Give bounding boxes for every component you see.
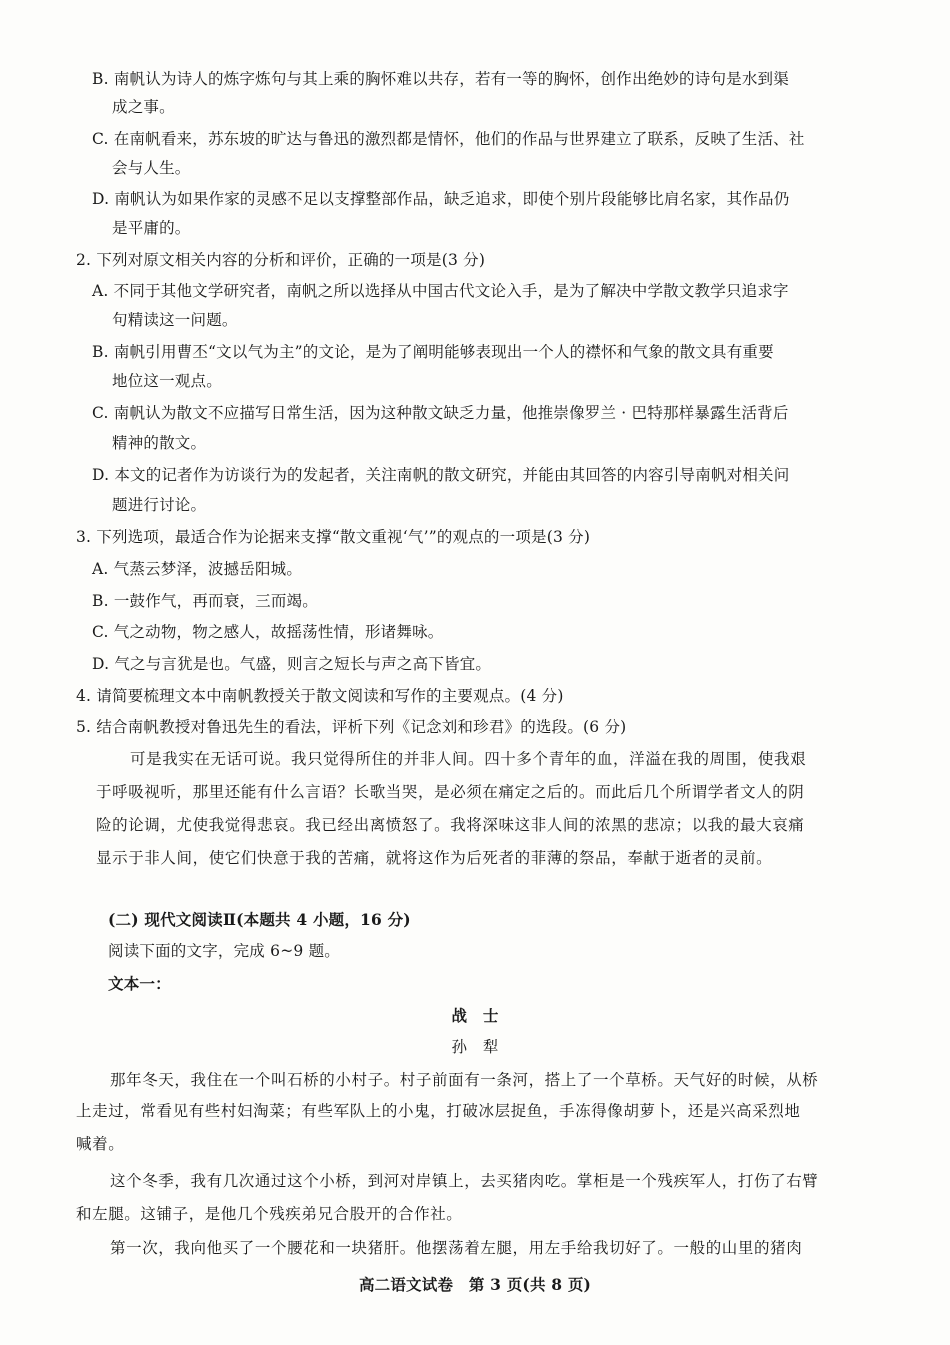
q5-quote-line2: 于呼吸视听，那里还能有什么言语？长歌当哭，是必须在痛定之后的。而此后几个所谓学者文人的阴: [96, 783, 805, 801]
section-instruction: 阅读下面的文字，完成 6~9 题。: [108, 942, 340, 960]
q5-quote-line1: 可是我实在无话可说。我只觉得所住的并非人间。四十多个青年的血，洋溢在我的周围，使我艰: [130, 750, 807, 768]
q1-option-c-line2: 会与人生。: [112, 159, 191, 177]
story-title: 战 士: [451, 1006, 499, 1025]
q1-option-b-line2: 成之事。: [112, 98, 175, 116]
story-line6: 第一次，我向他买了一个腰花和一块猪肝。他摆荡着左腿，用左手给我切好了。一般的山里的猪肉: [110, 1239, 803, 1257]
story-author: 孙 犁: [451, 1038, 499, 1056]
q3-stem: 3. 下列选项，最适合作为论据来支撑“散文重视‘气’”的观点的一项是(3 分): [76, 528, 591, 546]
q2-option-b-line1: B. 南帆引用曹丕“文以气为主”的文论，是为了阐明能够表现出一个人的襟怀和气象的散文具有重要: [92, 343, 774, 361]
q1-option-b-line1: B. 南帆认为诗人的炼字炼句与其上乘的胸怀难以共存，若有一等的胸怀，创作出绝妙的诗句是水到渠: [92, 70, 789, 88]
story-line3: 喊着。: [76, 1135, 125, 1153]
story-line1: 那年冬天，我住在一个叫石桥的小村子。村子前面有一条河，搭上了一个草桥。天气好的时候，从桥: [110, 1071, 819, 1089]
story-line2: 上走过，常看见有些村妇淘菜；有些军队上的小鬼，打破冰层捉鱼，手冻得像胡萝卜，还是兴高采烈地: [76, 1102, 801, 1120]
story-line4: 这个冬季，我有几次通过这个小桥，到河对岸镇上，去买猪肉吃。掌柜是一个残疾军人，打伤了右臂: [110, 1172, 819, 1190]
q2-option-c-line1: C. 南帆认为散文不应描写日常生活，因为这种散文缺乏力量，他推崇像罗兰 · 巴特那样暴露生活背后: [92, 404, 789, 422]
q4-stem: 4. 请简要梳理文本中南帆教授关于散文阅读和写作的主要观点。(4 分): [76, 687, 564, 705]
q3-option-b: B. 一鼓作气，再而衰，三而竭。: [92, 592, 318, 610]
q1-option-d-line2: 是平庸的。: [112, 219, 191, 237]
story-line5: 和左腿。这铺子，是他几个残疾弟兄合股开的合作社。: [76, 1205, 463, 1223]
q2-option-c-line2: 精神的散文。: [112, 434, 207, 452]
q3-option-c: C. 气之动物，物之感人，故摇荡性情，形诸舞咏。: [92, 623, 444, 641]
text-label: 文本一：: [108, 974, 171, 993]
q5-quote-line3: 险的论调，尤使我觉得悲哀。我已经出离愤怒了。我将深味这非人间的浓黑的悲凉；以我的最大哀痛: [96, 816, 805, 834]
q1-option-c-line1: C. 在南帆看来，苏东坡的旷达与鲁迅的激烈都是情怀，他们的作品与世界建立了联系，反映了生活、社: [92, 130, 805, 148]
q2-option-d-line2: 题进行讨论。: [112, 496, 207, 514]
section-heading: (二) 现代文阅读Ⅱ(本题共 4 小题，16 分): [108, 910, 411, 929]
q1-option-d-line1: D. 南帆认为如果作家的灵感不足以支撑整部作品，缺乏追求，即使个别片段能够比肩名家，其作品仍: [92, 190, 790, 208]
q2-option-d-line1: D. 本文的记者作为访谈行为的发起者，关注南帆的散文研究，并能由其回答的内容引导南帆对相关问: [92, 466, 790, 484]
q2-option-a-line1: A. 不同于其他文学研究者，南帆之所以选择从中国古代文论入手，是为了解决中学散文教学只追求字: [92, 282, 789, 300]
q5-stem: 5. 结合南帆教授对鲁迅先生的看法，评析下列《记念刘和珍君》的选段。(6 分): [76, 718, 627, 736]
q3-option-a: A. 气蒸云梦泽，波撼岳阳城。: [92, 560, 303, 578]
q5-quote-line4: 显示于非人间，使它们快意于我的苦痛，就将这作为后死者的菲薄的祭品，奉献于逝者的灵前。: [96, 849, 773, 867]
q2-option-b-line2: 地位这一观点。: [112, 372, 222, 390]
q3-option-d: D. 气之与言犹是也。气盛，则言之短长与声之高下皆宜。: [92, 655, 492, 673]
q2-stem: 2. 下列对原文相关内容的分析和评价，正确的一项是(3 分): [76, 251, 486, 269]
q2-option-a-line2: 句精读这一问题。: [112, 311, 238, 329]
page-footer: 高二语文试卷 第 3 页(共 8 页): [358, 1275, 592, 1294]
